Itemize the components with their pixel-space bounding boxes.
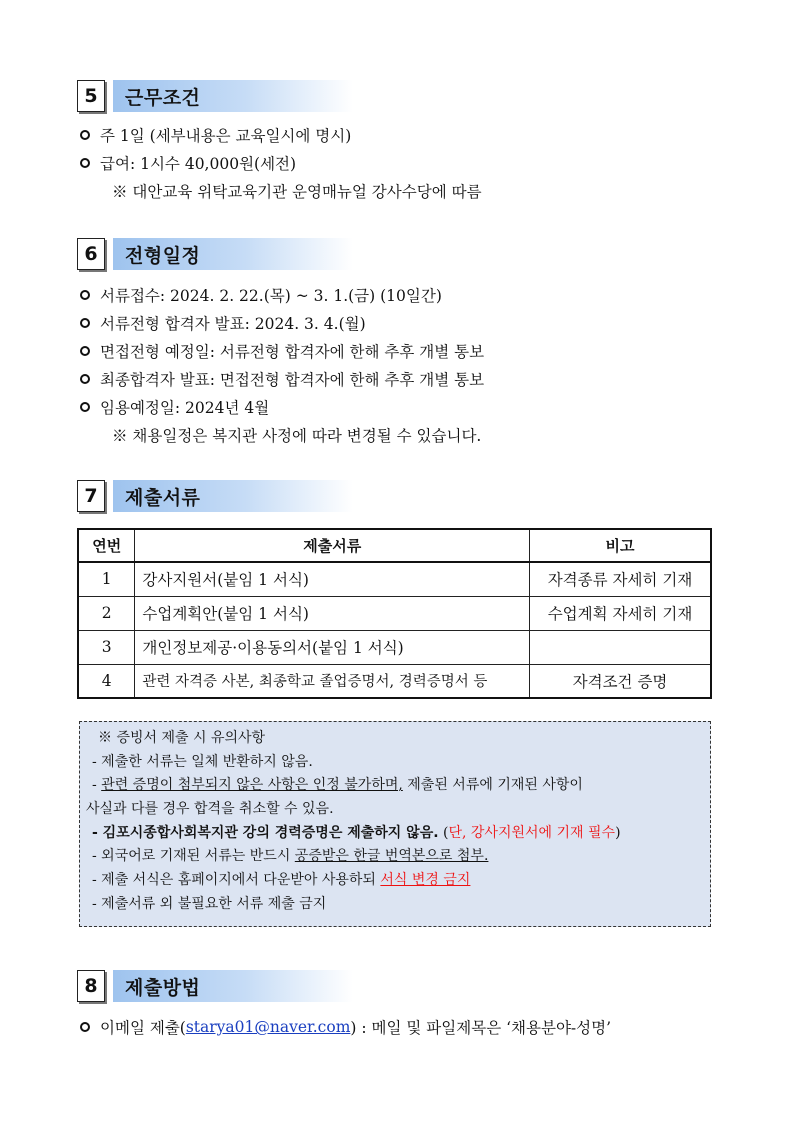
list-item: 최종합격자 발표: 면접전형 합격자에 한해 추후 개별 통보 (80, 368, 484, 390)
remark: 자격조건 증명 (530, 664, 711, 698)
table-header-row (78, 529, 711, 562)
section-number: 6 (77, 238, 105, 270)
circle-bullet-icon (80, 374, 90, 384)
list-item: 주 1일 (세부내용은 교육일시에 명시) (80, 124, 351, 146)
circle-bullet-icon (80, 1022, 90, 1032)
remark: 자격종류 자세히 기재 (530, 562, 711, 596)
section-title-bar (113, 480, 353, 512)
table-row (78, 596, 711, 630)
notice-line: - 제출서류 외 불필요한 서류 제출 금지 (92, 895, 327, 912)
section-title-bar (113, 238, 353, 270)
list-item: 서류전형 합격자 발표: 2024. 3. 4.(월) (80, 312, 366, 334)
notice-line: - 제출한 서류는 일체 반환하지 않음. (92, 753, 313, 770)
remark (530, 630, 711, 664)
notice-title: ※ 증빙서 제출 시 유의사항 (98, 730, 266, 746)
section-title: 제출방법 (125, 976, 201, 999)
document-name: 수업계획안(붙임 1 서식) (135, 596, 530, 630)
section-7-header (77, 480, 353, 514)
row-number: 2 (78, 596, 135, 630)
column-header: 제출서류 (135, 529, 530, 562)
section-title-bar (113, 970, 353, 1002)
circle-bullet-icon (80, 346, 90, 356)
notice-box (79, 721, 711, 927)
section-title-bar (113, 80, 353, 112)
circle-bullet-icon (80, 158, 90, 168)
document-name: 관련 자격증 사본, 최종학교 졸업증명서, 경력증명서 등 (135, 664, 530, 698)
note: ※ 대안교육 위탁교육기관 운영매뉴얼 강사수당에 따름 (112, 183, 482, 201)
section-title: 근무조건 (125, 86, 201, 109)
row-number: 4 (78, 664, 135, 698)
section-number: 5 (77, 80, 105, 112)
notice-line: - 관련 증명이 첨부되지 않은 사항은 인정 불가하며, 제출된 서류에 기재된 사항이 (92, 777, 583, 794)
circle-bullet-icon (80, 402, 90, 412)
section-5-header (77, 80, 353, 114)
section-title: 제출서류 (125, 486, 201, 509)
notice-line: - 제출 서식은 홈페이지에서 다운받아 사용하되 서식 변경 금지 (92, 872, 471, 889)
circle-bullet-icon (80, 290, 90, 300)
table-row (78, 664, 711, 698)
remark: 수업계획 자세히 기재 (530, 596, 711, 630)
circle-bullet-icon (80, 130, 90, 140)
section-8-header (77, 970, 353, 1004)
documents-table (77, 528, 712, 699)
section-number: 8 (77, 970, 105, 1002)
section-number: 7 (77, 480, 105, 512)
list-item: 이메일 제출( starya01@naver.com ) : 메일 및 파일제목은 ‘채용분야-성명’ (80, 1016, 611, 1038)
document-name: 강사지원서(붙임 1 서식) (135, 562, 530, 596)
table-row (78, 562, 711, 596)
notice-line: - 김포시종합사회복지관 강의 경력증명은 제출하지 않음. (단, 강사지원서에 기재 필수) (92, 824, 621, 841)
list-item: 급여: 1시수 40,000원(세전) (80, 152, 296, 174)
row-number: 1 (78, 562, 135, 596)
email-link[interactable]: starya01@naver.com (185, 1018, 351, 1036)
column-header: 비고 (530, 529, 711, 562)
row-number: 3 (78, 630, 135, 664)
note: ※ 채용일정은 복지관 사정에 따라 변경될 수 있습니다. (112, 427, 482, 445)
document-name: 개인정보제공·이용동의서(붙임 1 서식) (135, 630, 530, 664)
table-row (78, 630, 711, 664)
list-item: 서류접수: 2024. 2. 22.(목) ~ 3. 1.(금) (10일간) (80, 284, 442, 306)
list-item: 임용예정일: 2024년 4월 (80, 396, 269, 418)
circle-bullet-icon (80, 318, 90, 328)
column-header: 연번 (78, 529, 135, 562)
section-6-header (77, 238, 353, 272)
notice-line: 사실과 다를 경우 합격을 취소할 수 있음. (86, 801, 334, 818)
list-item: 면접전형 예정일: 서류전형 합격자에 한해 추후 개별 통보 (80, 340, 484, 362)
section-title: 전형일정 (125, 244, 201, 267)
notice-line: - 외국어로 기재된 서류는 반드시 공증받은 한글 번역본으로 첨부. (92, 848, 489, 865)
